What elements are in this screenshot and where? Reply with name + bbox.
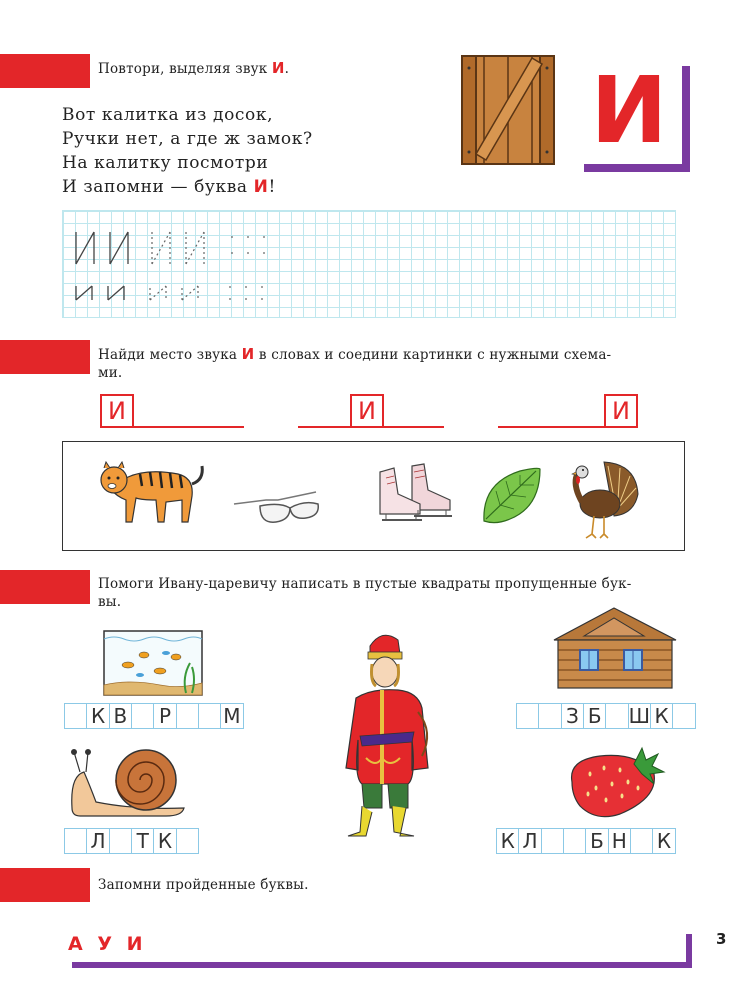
glasses-picture[interactable]	[230, 488, 322, 528]
task-3-text: Помоги Ивану-царевичу написать в пустые квадраты пропущенные бук- вы.	[98, 576, 632, 610]
handwriting-sample	[62, 210, 676, 318]
letter-cell[interactable]: К	[153, 828, 177, 854]
task-marker-1	[0, 54, 90, 88]
letter-cell[interactable]: Л	[86, 828, 110, 854]
letter-cell[interactable]: Н	[608, 828, 632, 854]
page-number: 3	[716, 930, 727, 948]
letter-cell[interactable]: К	[86, 703, 110, 729]
letter-cell[interactable]: Б	[585, 828, 609, 854]
scheme-letter-box: И	[350, 394, 384, 428]
letter-cell[interactable]	[64, 703, 88, 729]
letter-cell[interactable]: К	[650, 703, 674, 729]
big-letter-card: И	[576, 58, 682, 164]
ivan-tsarevich-picture	[342, 628, 438, 840]
letter-cell[interactable]	[109, 828, 133, 854]
wooden-gate-icon	[460, 54, 556, 166]
word-cells-hut	[516, 703, 695, 729]
letter-cell[interactable]: Б	[583, 703, 607, 729]
skates-picture[interactable]	[372, 460, 454, 528]
letter-cell[interactable]: Т	[131, 828, 155, 854]
task-1-text: Повтори, выделяя звук И.	[98, 59, 290, 77]
letter-cell[interactable]: Л	[518, 828, 542, 854]
poem	[62, 103, 313, 199]
task-2-text: Найди место звука И в словах и соедини картинки с нужными схема- ми.	[98, 345, 612, 381]
sound-scheme-middle	[298, 394, 444, 430]
letter-cell[interactable]	[672, 703, 696, 729]
tiger-picture[interactable]	[96, 456, 206, 528]
learned-letters-panel	[66, 928, 686, 962]
letter-cell[interactable]	[605, 703, 629, 729]
poem-line-3: На калитку посмотри	[62, 153, 269, 173]
task-marker-3	[0, 570, 90, 604]
leaf-picture[interactable]	[480, 463, 542, 527]
letter-cell[interactable]	[516, 703, 540, 729]
letter-cell[interactable]: К	[652, 828, 676, 854]
letter-cell[interactable]	[538, 703, 562, 729]
letter-cell[interactable]	[176, 828, 200, 854]
letter-cell[interactable]: М	[220, 703, 244, 729]
strawberry-picture	[566, 744, 666, 820]
sound-scheme-end	[498, 394, 642, 430]
hut-picture	[548, 604, 682, 690]
letter-cell[interactable]: Ш	[628, 704, 650, 728]
aquarium-picture	[100, 627, 206, 699]
scheme-line	[134, 426, 244, 428]
poem-line-1: Вот калитка из досок,	[62, 105, 274, 125]
word-cells-snail	[64, 828, 198, 854]
poem-line-2: Ручки нет, а где ж замок?	[62, 129, 313, 149]
learned-letters: А У И	[68, 933, 147, 955]
letter-cell[interactable]	[176, 703, 200, 729]
letter-cell[interactable]	[64, 828, 88, 854]
sound-scheme-start	[100, 394, 244, 430]
letter-cell[interactable]: З	[561, 703, 585, 729]
task-4-text: Запомни пройденные буквы.	[98, 877, 309, 893]
scheme-line	[498, 426, 606, 428]
snail-picture	[66, 746, 190, 818]
word-cells-strawberry	[496, 828, 675, 854]
letter-cell[interactable]	[630, 828, 654, 854]
poem-line-4: И запомни — буква И!	[62, 177, 276, 197]
word-cells-aquarium	[64, 703, 243, 729]
task-marker-2	[0, 340, 90, 374]
scheme-letter-box: И	[100, 394, 134, 428]
scheme-letter-box: И	[604, 394, 638, 428]
turkey-picture[interactable]	[564, 458, 640, 542]
task-marker-4	[0, 868, 90, 902]
scheme-line	[384, 426, 444, 428]
scheme-line	[298, 426, 350, 428]
letter-cell[interactable]	[563, 828, 587, 854]
letter-cell[interactable]	[131, 703, 155, 729]
letter-cell[interactable]	[541, 828, 565, 854]
letter-cell[interactable]: К	[496, 828, 520, 854]
letter-cell[interactable]: Р	[153, 703, 177, 729]
letter-cell[interactable]	[198, 703, 222, 729]
letter-cell[interactable]: В	[109, 703, 133, 729]
